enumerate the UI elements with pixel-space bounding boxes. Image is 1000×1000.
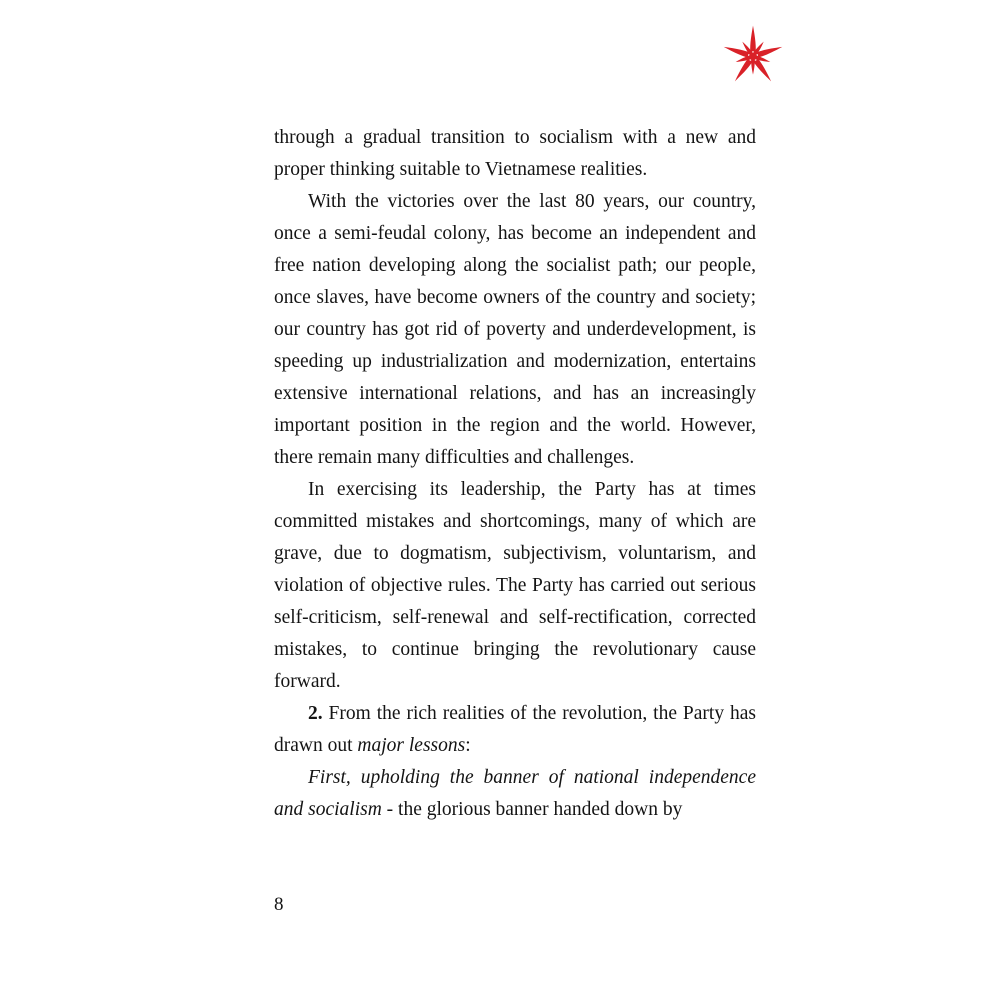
- red-star-ornament: [718, 20, 788, 90]
- paragraph: [274, 186, 756, 474]
- paragraph: [274, 122, 756, 186]
- text-run: With the victories over the last 80 years, our country, once a semi-feudal colony, has become an independent and free nation developing along the socialist path; our people, once slaves, have become owners of the country and society; our country has got rid of poverty and underdevelopment, is speeding up industrialization and modernization, entertains extensive international relations, and has an increasingly important position in the region and the world. However, there remain many difficulties and challenges.: [274, 191, 756, 468]
- paragraph: [274, 698, 756, 762]
- text-run: major lessons: [357, 735, 466, 756]
- text-run: through a gradual transition to socialism with a new and proper thinking suitable to Vietnamese realities.: [274, 127, 756, 180]
- paragraph: [274, 474, 756, 698]
- paragraph: [274, 762, 756, 826]
- text-run: 2.: [308, 703, 323, 724]
- page-number: 8: [274, 894, 284, 915]
- text-run: First, upholding the banner of national independence and socialism: [274, 767, 756, 820]
- text-run: From the rich realities of the revolution, the Party has drawn out: [274, 703, 756, 756]
- text-run: In exercising its leadership, the Party has at times committed mistakes and shortcomings, many of which are grave, due to dogmatism, subjectivism, voluntarism, and violation of objective rules. The Party has carried out serious self-criticism, self-renewal and self-rectification, corrected mistakes, to continue bringing the revolutionary cause forward.: [274, 479, 756, 692]
- text-run: - the glorious banner handed down by: [381, 799, 683, 820]
- body-text: [274, 122, 756, 826]
- text-run: :: [465, 735, 471, 756]
